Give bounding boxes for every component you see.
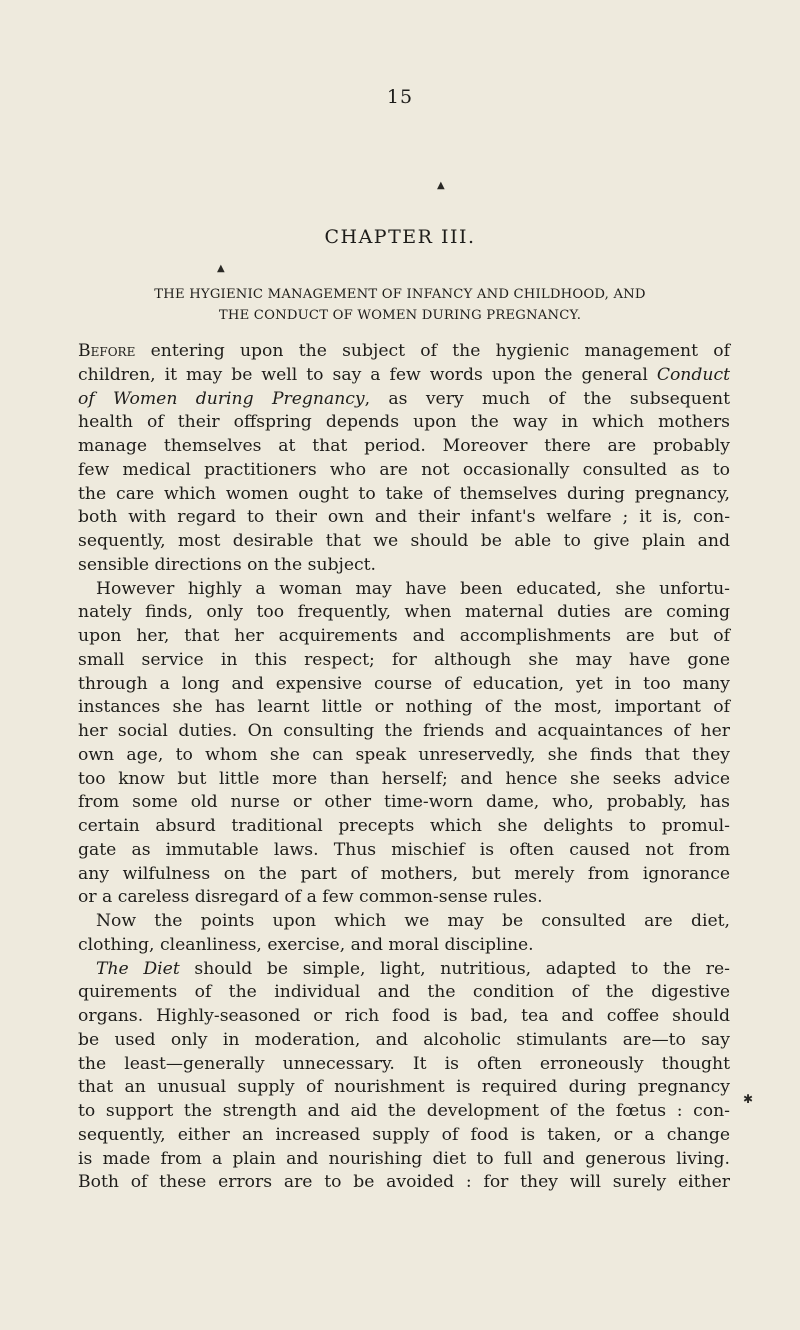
- text-line: organs. Highly-seasoned or rich food is bad, tea and coffee should: [78, 1006, 730, 1026]
- text-line: own age, to whom she can speak unreservedly, she finds that they: [78, 744, 730, 765]
- text-line: few medical practitioners who are not occasionally consulted as to: [78, 459, 730, 480]
- text-run: , as very much of the subsequent: [364, 388, 730, 409]
- text-line: [78, 388, 730, 412]
- text-line: quirements of the individual and the condition of the digestive: [78, 982, 730, 1003]
- text-line: the care which women ought to take of themselves during pregnancy,: [78, 483, 730, 504]
- text-line: sequently, either an increased supply of food is taken, or a change: [78, 1124, 730, 1145]
- chapter-subtitle-line-1: THE HYGIENIC MANAGEMENT OF INFANCY AND CHILDHOOD, AND: [154, 287, 646, 302]
- text-line: her social duties. On consulting the friends and acquaintances of her: [78, 721, 730, 741]
- text-line: small service in this respect; for although she may have gone: [78, 649, 730, 670]
- text-line: clothing, cleanliness, exercise, and moral discipline.: [78, 934, 534, 955]
- text-line: or a careless disregard of a few common-sense rules.: [78, 887, 543, 908]
- body-text: [78, 340, 730, 1195]
- margin-asterisk-mark: ✱: [743, 1092, 754, 1106]
- chapter-title: CHAPTER III.: [324, 226, 476, 248]
- paragraph-first-line: However highly a woman may have been educated, she unfortu-: [96, 578, 730, 599]
- chapter-subtitle-line-2: THE CONDUCT OF WOMEN DURING PREGNANCY.: [218, 308, 582, 323]
- italic-section-heading: The Diet: [96, 958, 180, 979]
- text-line: certain absurd traditional precepts which she delights to promul-: [78, 816, 730, 836]
- italic-term: of Women during Pregnancy: [78, 388, 365, 409]
- text-line: is made from a plain and nourishing diet to full and generous living.: [78, 1148, 730, 1169]
- text-run: children, it may be well to say a few words upon the general: [78, 364, 657, 385]
- text-line: gate as immutable laws. Thus mischief is often caused not from: [78, 839, 730, 860]
- text-line: that an unusual supply of nourishment is required during pregnancy: [78, 1077, 730, 1098]
- page-number: 15: [386, 86, 414, 108]
- text-line: [78, 340, 730, 364]
- text-run: entering upon the subject of the hygienic management of: [135, 341, 730, 361]
- ink-speck-mark: ▲: [217, 263, 225, 274]
- text-line: Both of these errors are to be avoided : for they will surely either: [78, 1172, 730, 1193]
- text-line: through a long and expensive course of education, yet in too many: [78, 673, 730, 694]
- text-line: instances she has learnt little or nothing of the most, important of: [78, 697, 730, 718]
- paragraph-first-line: [78, 958, 730, 982]
- paragraph-first-line: Now the points upon which we may be consulted are diet,: [96, 911, 730, 931]
- text-line: health of their offspring depends upon the way in which mothers: [78, 412, 730, 433]
- text-line: sensible directions on the subject.: [78, 554, 377, 575]
- text-line: [78, 364, 730, 388]
- text-line: to support the strength and aid the development of the fœtus : con-: [78, 1101, 730, 1121]
- ink-speck-mark: ▲: [437, 180, 445, 191]
- text-line: from some old nurse or other time-worn dame, who, probably, has: [78, 792, 730, 813]
- text-line: be used only in moderation, and alcoholic stimulants are—to say: [78, 1029, 730, 1050]
- text-line: too know but little more than herself; and hence she seeks advice: [78, 768, 730, 789]
- text-run: should be simple, light, nutritious, adapted to the re-: [179, 958, 730, 979]
- text-line: both with regard to their own and their infant's welfare ; it is, con-: [78, 507, 730, 528]
- text-line: nately finds, only too frequently, when maternal duties are coming: [78, 602, 730, 623]
- small-caps-lead-word: Before: [78, 341, 136, 361]
- italic-term: Conduct: [656, 364, 730, 385]
- text-line: sequently, most desirable that we should be able to give plain and: [78, 531, 730, 551]
- text-line: manage themselves at that period. Moreover there are probably: [78, 436, 730, 456]
- text-line: any wilfulness on the part of mothers, but merely from ignorance: [78, 863, 730, 884]
- text-line: upon her, that her acquirements and accomplishments are but of: [78, 626, 730, 646]
- text-line: the least—generally unnecessary. It is often erroneously thought: [78, 1053, 730, 1074]
- chapter-subtitle: [75, 284, 725, 326]
